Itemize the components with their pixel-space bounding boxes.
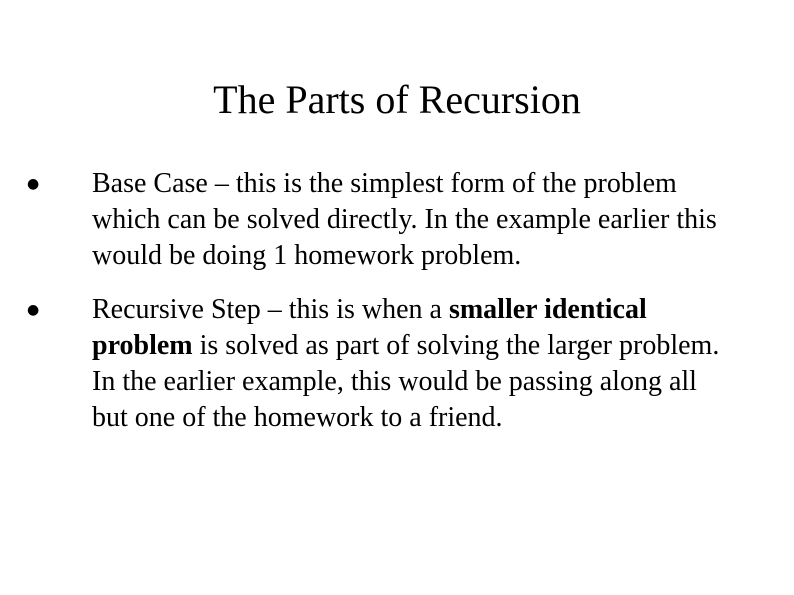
slide-title: The Parts of Recursion — [213, 77, 581, 122]
bullet-item-recursive-step — [0, 292, 732, 436]
bullet-dot-icon: ● — [27, 302, 40, 318]
bullet-text-segment: Recursive Step – this is when a — [92, 294, 449, 325]
bullet-item-base-case — [0, 166, 732, 274]
bullet-text — [92, 294, 719, 433]
bullet-text-emphasis: smaller identical problem — [92, 294, 647, 361]
bullet-text — [92, 168, 717, 271]
bullet-list — [0, 166, 794, 454]
bullet-text-segment: is solved as part of solving the larger problem. In the earlier example, this would be passing along all but one of the homework to a friend. — [92, 330, 720, 433]
bullet-text-segment: Base Case – this is the simplest form of the problem which can be solved directly. In the example earlier this would be doing 1 homework problem. — [92, 168, 717, 271]
bullet-dot-icon: ● — [27, 176, 40, 192]
